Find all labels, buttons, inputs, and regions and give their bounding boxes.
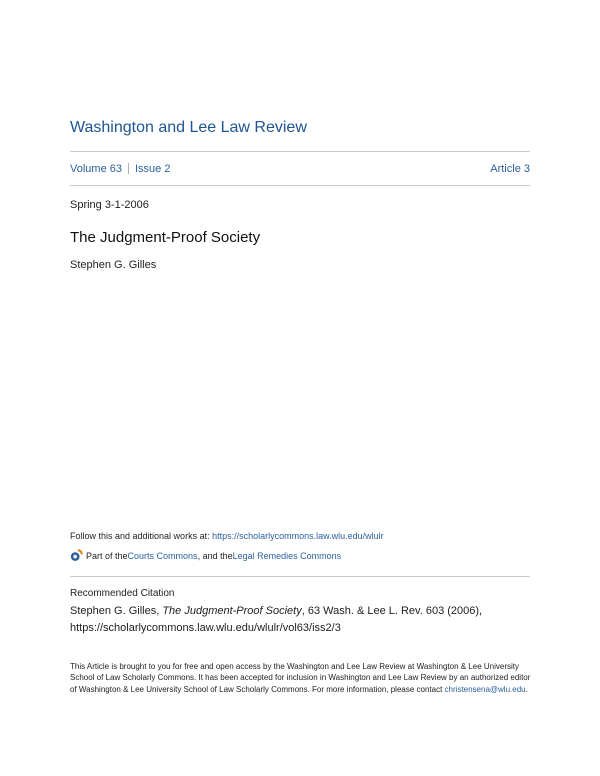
divider-volume <box>70 185 530 186</box>
citation-title: The Judgment-Proof Society <box>162 605 302 617</box>
divider-citation <box>70 576 530 577</box>
article-author: Stephen G. Gilles <box>70 259 157 271</box>
volume-link[interactable]: Volume 63 <box>70 163 122 175</box>
access-notice <box>70 661 532 695</box>
volume-issue-separator <box>128 163 129 174</box>
issue-link[interactable]: Issue 2 <box>134 163 171 175</box>
journal-title-link[interactable]: Washington and Lee Law Review <box>70 119 307 136</box>
part-of-line <box>70 549 341 562</box>
legal-remedies-commons-link[interactable]: Legal Remedies Commons <box>232 550 342 561</box>
courts-commons-link[interactable]: Courts Commons <box>127 550 198 561</box>
citation-url: https://scholarlycommons.law.wlu.edu/wlulr/vol63/iss2/3 <box>70 622 341 634</box>
citation-line-1 <box>70 605 482 617</box>
part-of-middle: , and the <box>197 550 233 561</box>
notice-end: . <box>525 684 528 694</box>
divider-top <box>70 151 530 152</box>
article-title: The Judgment-Proof Society <box>70 229 261 246</box>
notice-text: This Article is brought to you for free and open access by the Washington and Lee Law Review at Washington & Lee University School of Law Scholarly Commons. It has been accepted for inclusion in Washington and Lee Law Review by an authorized editor of Washington & Lee University School of Law Scholarly Commons. For more information, please contact <box>70 662 531 694</box>
follow-line <box>70 531 384 541</box>
publication-date: Spring 3-1-2006 <box>70 199 149 211</box>
article-number-link[interactable]: Article 3 <box>490 163 530 175</box>
citation-source: , 63 Wash. & Lee L. Rev. 603 (2006), <box>301 605 483 617</box>
open-access-logo-icon <box>70 549 83 562</box>
citation-author: Stephen G. Gilles, <box>70 605 163 617</box>
volume-issue-row <box>70 163 530 177</box>
recommended-citation-heading: Recommended Citation <box>70 588 175 599</box>
follow-prefix: Follow this and additional works at: <box>70 531 213 541</box>
part-of-prefix: Part of the <box>86 550 128 561</box>
contact-email-link[interactable]: christensena@wlu.edu <box>444 684 526 694</box>
follow-link[interactable]: https://scholarlycommons.law.wlu.edu/wlulr <box>212 531 384 541</box>
